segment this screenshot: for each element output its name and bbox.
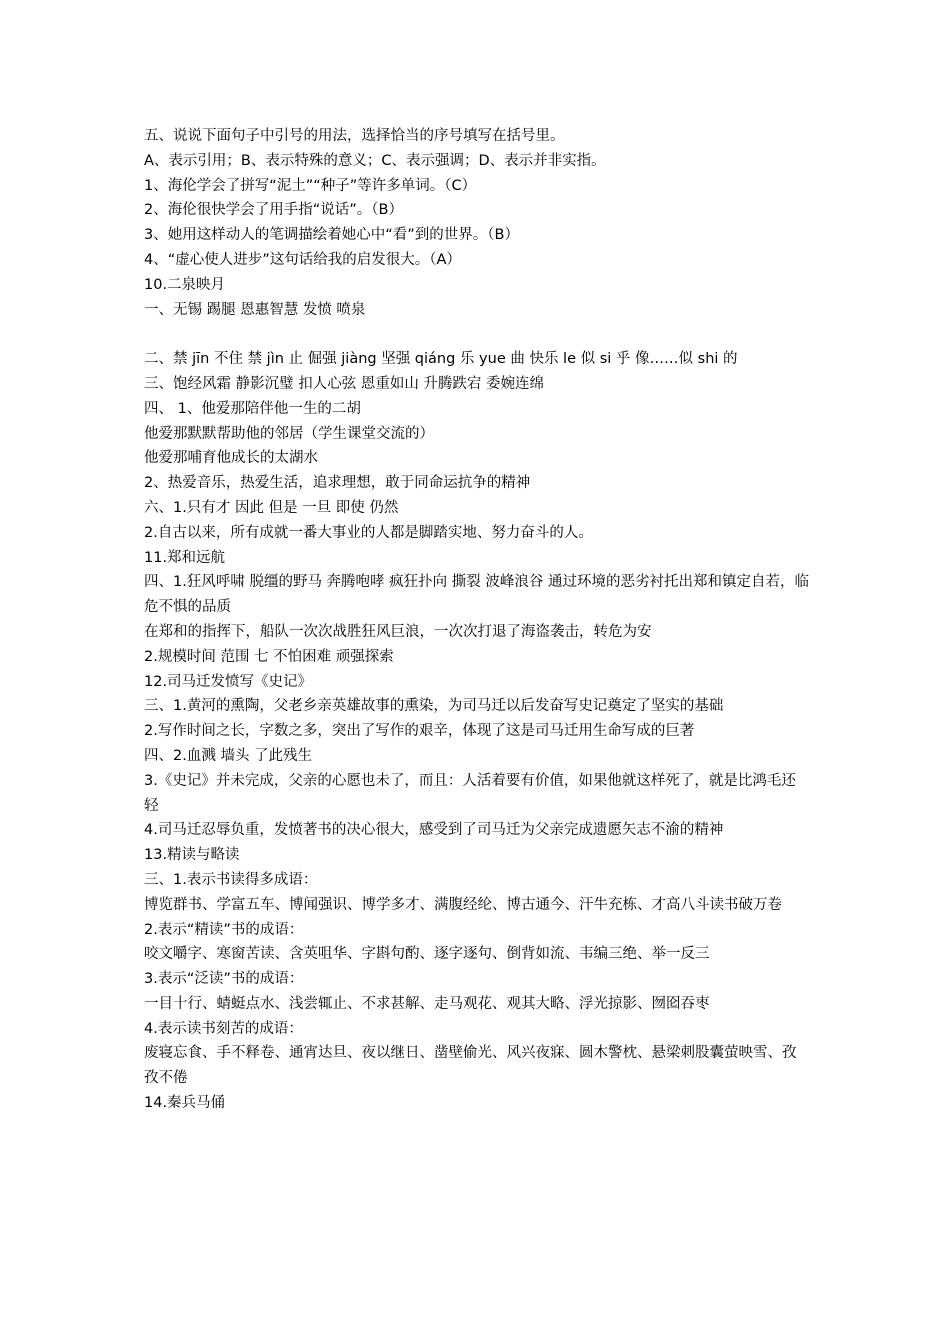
text-line: 2、海伦很快学会了用手指“说话”。（B） xyxy=(144,202,403,219)
text-line: 四、1.狂风呼啸 脱缰的野马 奔腾咆哮 疯狂扑向 撕裂 波峰浪谷 通过环境的恶劣衬托出郑和镇定自若，临危不惧的品质 xyxy=(144,574,809,616)
text-line: 2.写作时间之长，字数之多，突出了写作的艰辛，体现了这是司马迁用生命写成的巨著 xyxy=(144,723,695,740)
text-line: 14.秦兵马俑 xyxy=(144,1095,226,1112)
text-line: A、表示引用；B、表示特殊的意义；C、表示强调；D、表示并非实指。 xyxy=(144,152,606,169)
text-line: 一、无锡 踢腿 恩惠智慧 发愤 喷泉 xyxy=(144,301,366,318)
text-line: 三、1.表示书读得多成语： xyxy=(144,871,318,888)
text-line: 4.表示读书刻苦的成语： xyxy=(144,1020,303,1037)
text-line: 10.二泉映月 xyxy=(144,276,226,293)
text-line: 二、禁 jīn 不住 禁 jìn 止 倔强 jiàng 坚强 qiáng 乐 yue 曲 快乐 le 似 si 乎 像……似 shi 的 xyxy=(144,351,738,368)
text-line: 四、 1、他爱那陪伴他一生的二胡 xyxy=(144,400,361,417)
text-line: 三、饱经风霜 静影沉璧 扣人心弦 恩重如山 升腾跌宕 委婉连绵 xyxy=(144,375,545,392)
text-line: 一目十行、蜻蜓点水、浅尝辄止、不求甚解、走马观花、观其大略、浮光掠影、囫囵吞枣 xyxy=(144,995,710,1012)
text-line: 五、说说下面句子中引号的用法，选择恰当的序号填写在括号里。 xyxy=(144,128,565,144)
text-line: 4.司马迁忍辱负重，发愤著书的决心很大，感受到了司马迁为父亲完成遗愿矢志不渝的精神 xyxy=(144,822,724,839)
text-line: 博览群书、学富五车、博闻强识、博学多才、满腹经纶、博古通今、汗牛充栋、才高八斗读书破万卷 xyxy=(144,896,782,913)
text-line: 废寝忘食、手不释卷、通宵达旦、夜以继日、凿壁偷光、风兴夜寐、圆木警枕、悬梁刺股囊萤映雪、孜孜不倦 xyxy=(144,1045,797,1087)
text-line: 六、1.只有才 因此 但是 一旦 即使 仍然 xyxy=(144,499,399,516)
text-line: 咬文嚼字、寒窗苦读、含英咀华、字斟句酌、逐字逐句、倒背如流、韦编三绝、举一反三 xyxy=(144,946,710,963)
text-line: 2.自古以来，所有成就一番大事业的人都是脚踏实地、努力奋斗的人。 xyxy=(144,524,593,541)
text-line: 四、2.血溅 墙头 了此残生 xyxy=(144,747,313,764)
text-line: 4、“虚心使人进步”这句话给我的启发很大。（A） xyxy=(144,251,461,268)
text-line: 他爱那默默帮助他的邻居（学生课堂交流的） xyxy=(144,425,434,442)
text-line: 3.《史记》并未完成，父亲的心愿也未了，而且：人活着要有价值，如果他就这样死了，就是比鸿毛还轻 xyxy=(144,772,796,814)
text-line: 1、海伦学会了拼写“泥土”“种子”等许多单词。（C） xyxy=(144,177,477,194)
text-line: 在郑和的指挥下，船队一次次战胜狂风巨浪，一次次打退了海盗袭击，转危为安 xyxy=(144,623,652,640)
text-line: 2.规模时间 范围 七 不怕困难 顽强探索 xyxy=(144,648,394,665)
text-line: 3.表示“泛读”书的成语： xyxy=(144,971,304,988)
text-line: 2.表示“精读”书的成语： xyxy=(144,921,304,938)
text-line: 13.精读与略读 xyxy=(144,847,240,864)
text-line: 11.郑和远航 xyxy=(144,549,226,566)
document-page xyxy=(144,124,810,1116)
text-line: 12.司马迁发愤写《史记》 xyxy=(144,673,313,690)
text-line: 3、她用这样动人的笔调描绘着她心中“看”到的世界。（B） xyxy=(144,227,519,244)
text-line: 2、热爱音乐，热爱生活，追求理想，敢于同命运抗争的精神 xyxy=(144,475,531,492)
blank-line xyxy=(144,322,810,347)
text-line: 三、1.黄河的熏陶，父老乡亲英雄故事的熏染，为司马迁以后发奋写史记奠定了坚实的基础 xyxy=(144,698,724,715)
text-line: 他爱那哺育他成长的太湖水 xyxy=(144,450,318,467)
